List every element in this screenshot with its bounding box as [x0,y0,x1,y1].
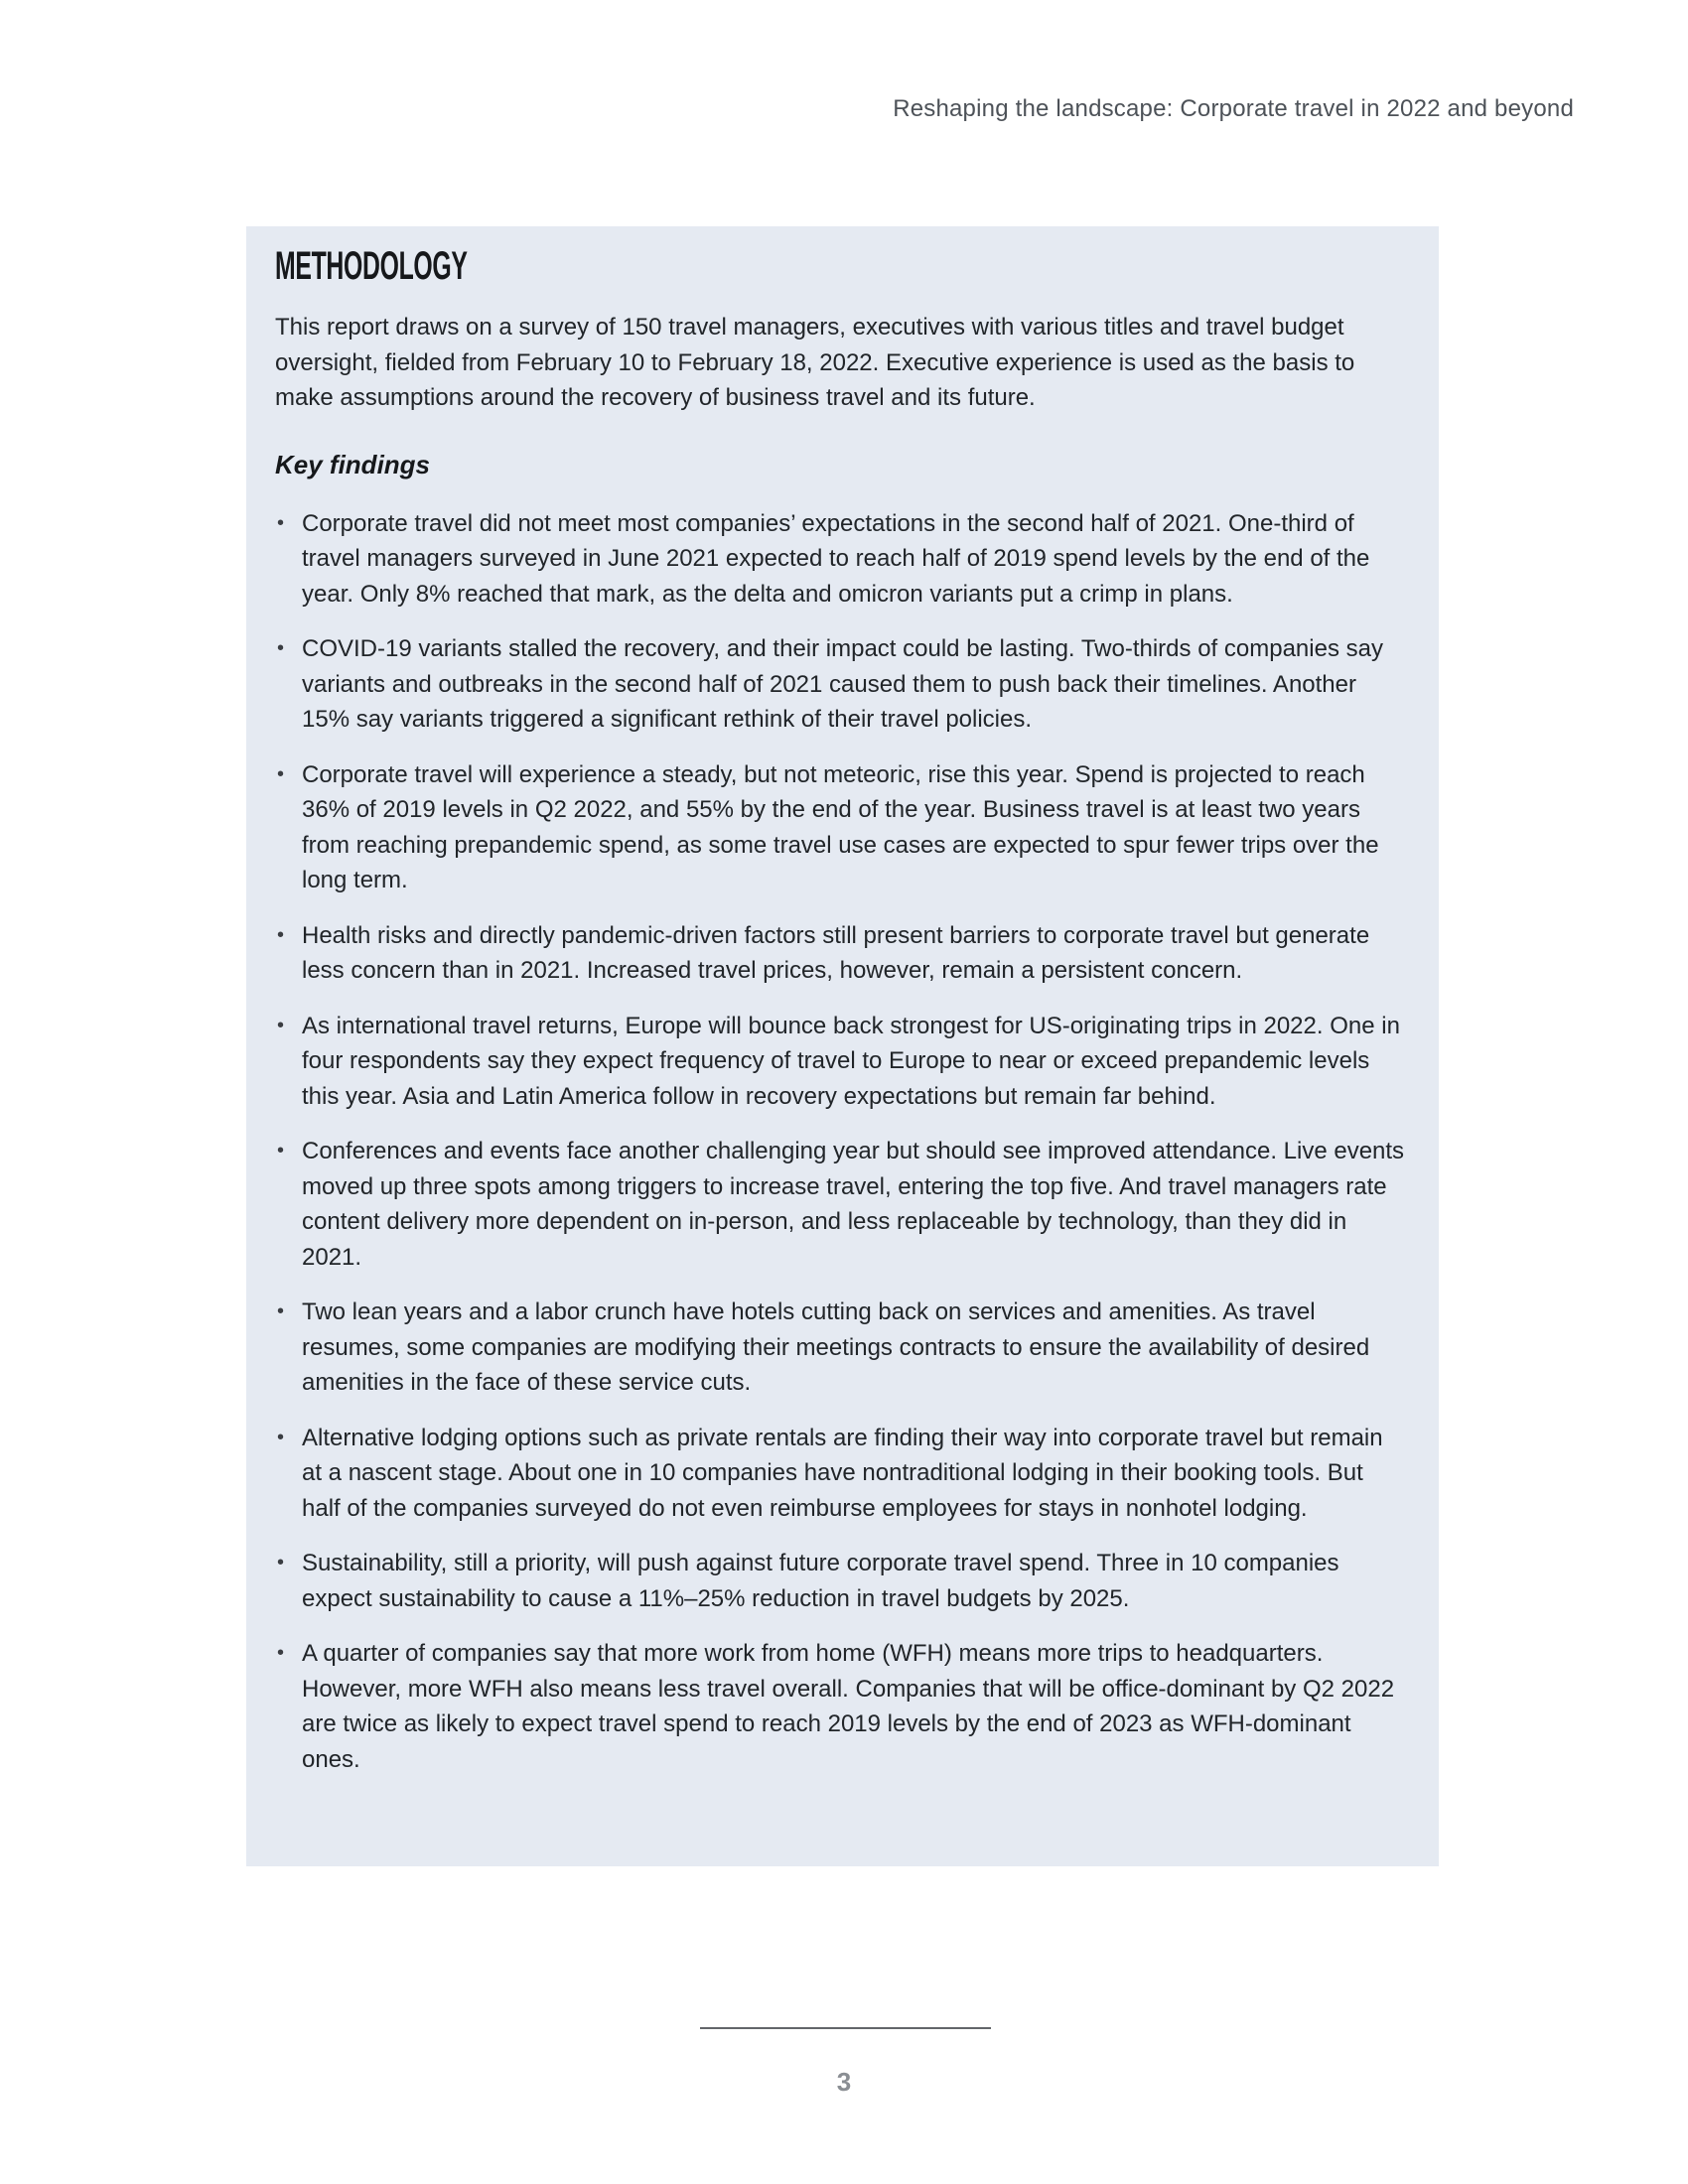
bullet-icon: • [277,923,285,946]
list-item [275,757,1407,898]
list-item [275,1421,1407,1527]
bullet-icon: • [277,511,285,534]
list-item [275,1295,1407,1401]
bullet-icon: • [277,1014,285,1036]
methodology-box [246,226,1439,1866]
bullet-icon: • [277,1426,285,1448]
list-item-text: Corporate travel will experience a steady, but not meteoric, rise this year. Spend is projected to reach 36% of 2019 levels in Q2 2022, and 55% by the end of the year. Business travel is at least two years from reaching prepandemic spend, as some travel use cases are expected to spur fewer trips over the long term. [302,760,1379,893]
page-number: 3 [836,2067,852,2097]
list-item-text: Two lean years and a labor crunch have hotels cutting back on services and amenities. As travel resumes, some companies are modifying their meetings contracts to ensure the availability of desired amenities in the face of these service cuts. [302,1298,1370,1396]
list-item [275,506,1407,613]
list-item-text: As international travel returns, Europe will bounce back strongest for US-originating trips in 2022. One in four respondents say they expect frequency of travel to Europe to near or exceed prepandemic levels this year. Asia and Latin America follow in recovery expectations but remain far behind. [302,1012,1400,1110]
list-item [275,1546,1407,1616]
key-findings-list [275,506,1423,1778]
bullet-icon: • [277,762,285,785]
list-item [275,1636,1407,1777]
list-item [275,631,1407,738]
methodology-intro-paragraph: This report draws on a survey of 150 travel managers, executives with various titles and travel budget oversight, fielded from February 10 to February 18, 2022. Executive experience is used as the basis to make assumptions around the recovery of business travel and its future. [275,314,1355,411]
methodology-title: METHODOLOGY [275,244,468,288]
list-item-text: Health risks and directly pandemic-driven factors still present barriers to corporate travel but generate less concern than in 2021. Increased travel prices, however, remain a persistent concern. [302,921,1370,984]
list-item-text: Conferences and events face another challenging year but should see improved attendance. Live events moved up three spots among triggers to increase travel, entering the top five. And travel managers rate content delivery more dependent on in-person, and less replaceable by technology, than they did in 2021. [302,1138,1405,1271]
list-item-text: Sustainability, still a priority, will push against future corporate travel spend. Three in 10 companies expect sustainability to cause a 11%–25% reduction in travel budgets by 2025. [302,1550,1339,1612]
list-item-text: COVID-19 variants stalled the recovery, and their impact could be lasting. Two-thirds of companies say variants and outbreaks in the second half of 2021 caused them to push back their timelines. Another 15% say variants triggered a significant rethink of their travel policies. [302,635,1383,733]
list-item [275,918,1407,989]
bullet-icon: • [277,1300,285,1322]
footer-divider [700,2027,991,2029]
list-item [275,1009,1407,1115]
bullet-icon: • [277,1140,285,1161]
list-item-text: Alternative lodging options such as private rentals are finding their way into corporate travel but remain at a nascent stage. About one in 10 companies have nontraditional lodging in their booking tools. But half of the companies surveyed do not even reimburse employees for stays in nonhotel lodging. [302,1424,1383,1522]
list-item [275,1134,1407,1275]
running-header-title: Reshaping the landscape: Corporate travel in 2022 and beyond [893,95,1574,122]
bullet-icon: • [277,1552,285,1573]
bullet-icon: • [277,1642,285,1664]
key-findings-heading: Key findings [275,449,431,479]
bullet-icon: • [277,637,285,659]
list-item-text: A quarter of companies say that more work from home (WFH) means more trips to headquarters. However, more WFH also means less travel overall. Companies that will be office-dominant by Q2 2022 are twice as likely to expect travel spend to reach 2019 levels by the end of 2023 as WFH-dominant ones. [302,1640,1395,1773]
list-item-text: Corporate travel did not meet most companies’ expectations in the second half of 2021. One-third of travel managers surveyed in June 2021 expected to reach half of 2019 spend levels by the end of the year. Only 8% reached that mark, as the delta and omicron variants put a crimp in plans. [302,509,1370,608]
